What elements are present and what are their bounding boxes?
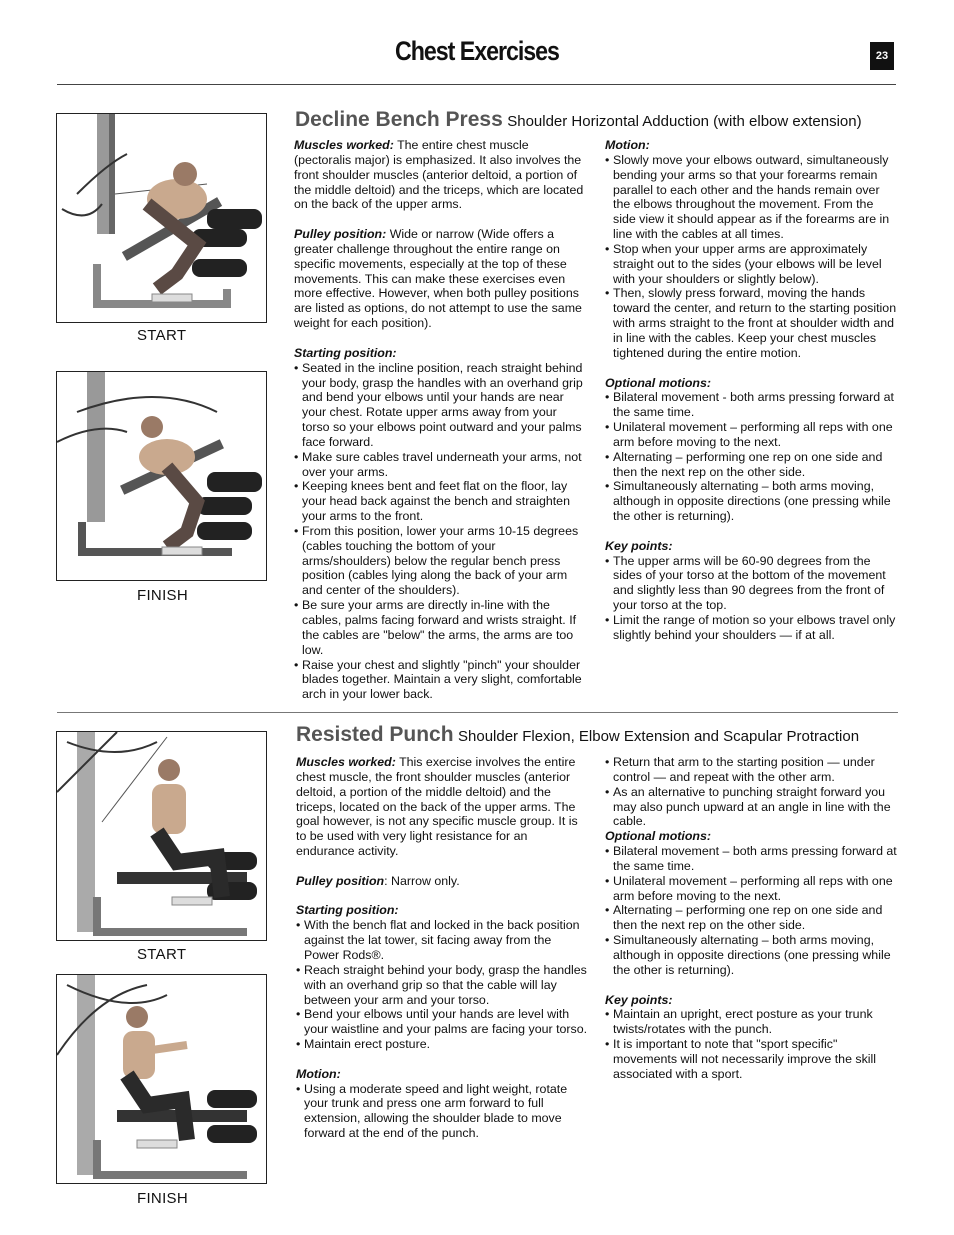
punch-motion-list-a xyxy=(296,1082,588,1141)
page-number-badge xyxy=(870,42,894,70)
decline-starting-list xyxy=(294,361,586,702)
decline-start-photo xyxy=(56,113,267,323)
punch-starting-list xyxy=(296,918,588,1052)
list-item: • Unilateral movement – performing all reps with one arm before moving to the next. xyxy=(605,420,899,450)
decline-start-illustration xyxy=(57,114,266,322)
decline-finish-photo xyxy=(56,371,267,581)
section-divider xyxy=(57,712,898,713)
decline-optional-list xyxy=(605,390,899,524)
decline-finish-illustration xyxy=(57,372,266,580)
punch-section-heading xyxy=(296,723,859,747)
list-item: • Stop when your upper arms are approximately straight out to the sides (your elbows will be level with your shoulders or slightly below). xyxy=(605,242,899,287)
punch-start-illustration xyxy=(57,732,266,940)
punch-key-list xyxy=(605,1007,899,1081)
header-rule xyxy=(57,84,896,85)
list-item: • Unilateral movement – performing all reps with one arm before moving to the next. xyxy=(605,874,899,904)
decline-muscles-paragraph: Muscles worked: The entire chest muscle (pectoralis major) is emphasized. It also involves the front shoulder muscles (anterior deltoid, a portion of the middle deltoid) and the triceps, which are located on the back of the upper arms. xyxy=(294,138,584,212)
punch-finish-illustration xyxy=(57,975,266,1183)
decline-motion-list xyxy=(605,153,899,361)
decline-key-list xyxy=(605,554,899,643)
decline-left-column xyxy=(294,138,586,702)
decline-key-label: Key points: xyxy=(605,538,673,553)
list-item: • Reach straight behind your body, grasp the handles with an overhand grip so that the cable will lay between your arm and your torso. xyxy=(296,963,588,1008)
list-item: • Simultaneously alternating – both arms moving, although in opposite directions (one pressing while the other is returning). xyxy=(605,933,899,978)
punch-muscles-paragraph: Muscles worked: This exercise involves the entire chest muscle, the front shoulder muscles (anterior deltoid, a portion of the middle deltoid) and the triceps, located on the back of the upper arms. The goal however, is not any specific muscle group. It is to be used with very light resistance for an endurance activity. xyxy=(296,755,578,859)
list-item: • Keeping knees bent and feet flat on the floor, lay your head back against the bench and straighten your arms to the front. xyxy=(294,479,586,524)
decline-section-title: Decline Bench Press xyxy=(295,108,503,131)
list-item: • Raise your chest and slightly "pinch" your shoulder blades together. Maintain a very slight, comfortable arch in your lower back. xyxy=(294,658,586,703)
punch-motion-label: Motion: xyxy=(296,1066,341,1081)
list-item: • Alternating – performing one rep on one side and then the next rep on the other side. xyxy=(605,903,899,933)
list-item: • Simultaneously alternating – both arms moving, although in opposite directions (one pressing while the other is returning). xyxy=(605,479,899,524)
list-item: • Limit the range of motion so your elbows travel only slightly behind your shoulders — if at all. xyxy=(605,613,899,643)
punch-key-label: Key points: xyxy=(605,992,673,1007)
punch-start-caption: START xyxy=(137,946,187,963)
list-item: • Bilateral movement - both arms pressing forward at the same time. xyxy=(605,390,899,420)
punch-left-column xyxy=(296,755,588,1141)
list-item: • Using a moderate speed and light weight, rotate your trunk and press one arm forward to full extension, allowing the shoulder blade to move forward at the end of the punch. xyxy=(296,1082,588,1141)
list-item: • With the bench flat and locked in the back position against the lat tower, sit facing away from the Power Rods®. xyxy=(296,918,588,963)
list-item: • Bilateral movement – both arms pressing forward at the same time. xyxy=(605,844,899,874)
list-item: • Bend your elbows until your hands are level with your waistline and your palms are facing your torso. xyxy=(296,1007,588,1037)
punch-finish-caption: FINISH xyxy=(137,1190,188,1207)
punch-optional-list xyxy=(605,844,899,978)
punch-motion-list-b xyxy=(605,755,899,829)
list-item: • Seated in the incline position, reach straight behind your body, grasp the handles with an overhand grip and bend your elbows until your hands are near your chest. Rotate upper arms away from your torso so your elbows point outward and your palms face forward. xyxy=(294,361,586,450)
list-item: • Make sure cables travel underneath your arms, not over your arms. xyxy=(294,450,586,480)
punch-section-title: Resisted Punch xyxy=(296,723,454,746)
list-item: • Slowly move your elbows outward, simultaneously bending your arms so that your forearms remain parallel to each other and the hands remain over the elbows throughout the movement. From the side view it should appear as if the forearms are in line with the cables at all times. xyxy=(605,153,899,242)
list-item: • Return that arm to the starting position — under control — and repeat with the other arm. xyxy=(605,755,899,785)
list-item: • Maintain erect posture. xyxy=(296,1037,588,1052)
decline-start-caption: START xyxy=(137,327,187,344)
page-number: 23 xyxy=(875,50,889,62)
punch-optional-label: Optional motions: xyxy=(605,829,711,844)
decline-optional-label: Optional motions: xyxy=(605,375,711,390)
list-item: • Alternating – performing one rep on one side and then the next rep on the other side. xyxy=(605,450,899,480)
punch-start-photo xyxy=(56,731,267,941)
punch-section-subtitle: Shoulder Flexion, Elbow Extension and Scapular Protraction xyxy=(458,728,860,745)
punch-pulley-paragraph: Pulley position: Narrow only. xyxy=(296,873,460,888)
list-item: • As an alternative to punching straight forward you may also punch upward at an angle in line with the cable. xyxy=(605,785,899,830)
decline-starting-label: Starting position: xyxy=(294,345,397,360)
list-item: • Then, slowly press forward, moving the hands toward the center, and return to the starting position with arms straight to the front at shoulder width and in line with the cables. Keep your chest muscles tightened during the entire motion. xyxy=(605,286,899,360)
page-title: Chest Exercises xyxy=(395,36,559,66)
punch-finish-photo xyxy=(56,974,267,1184)
list-item: • From this position, lower your arms 10-15 degrees (cables touching the bottom of your arms/shoulders) below the regular bench press position (cables lying along the back of your arm and center of the shoulders). xyxy=(294,524,586,598)
list-item: • The upper arms will be 60-90 degrees from the sides of your torso at the bottom of the movement and slightly less than 90 degrees from the front of your torso at the top. xyxy=(605,554,899,613)
decline-pulley-paragraph: Pulley position: Wide or narrow (Wide offers a greater challenge throughout the entire range on specific movements, especially at the top of these movements. This can make these exercises even more effective. However, when both pulley positions are listed as options, do not attempt to use the same weight for each position). xyxy=(294,227,582,331)
list-item: • Be sure your arms are directly in-line with the cables, palms facing forward and wrists straight. If the cables are "below" the arms, the arms are too low. xyxy=(294,598,586,657)
decline-section-subtitle: Shoulder Horizontal Adduction (with elbow extension) xyxy=(507,113,862,130)
punch-starting-label: Starting position: xyxy=(296,903,399,918)
decline-right-column xyxy=(605,138,899,643)
list-item: • Maintain an upright, erect posture as your trunk twists/rotates with the punch. xyxy=(605,1007,899,1037)
list-item: • It is important to note that "sport specific" movements will not necessarily improve the skill associated with a sport. xyxy=(605,1037,899,1082)
punch-right-column xyxy=(605,755,899,1082)
decline-section-heading xyxy=(295,108,862,132)
decline-motion-label: Motion: xyxy=(605,138,650,152)
decline-finish-caption: FINISH xyxy=(137,587,188,604)
